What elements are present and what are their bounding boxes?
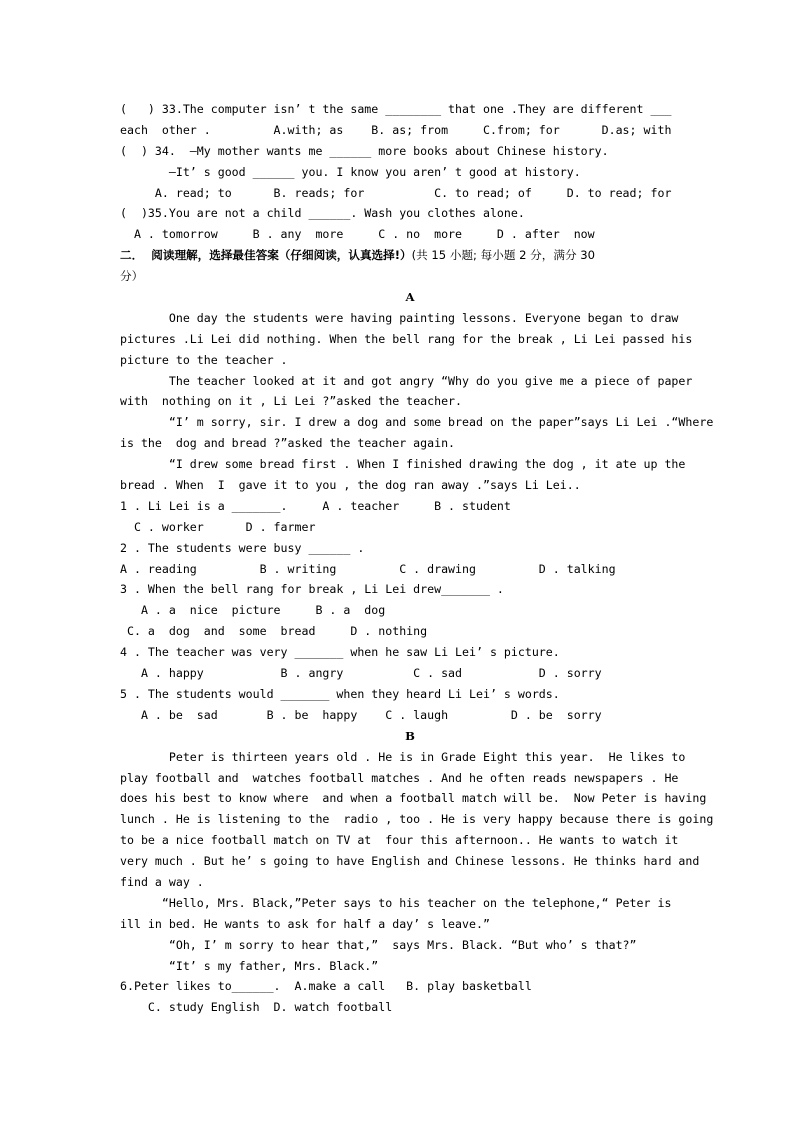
passage-b-label: B (405, 728, 415, 743)
question-4-stem: 4 . The teacher was very _______ when he saw Li Lei’ s picture. (120, 645, 560, 660)
question-34-options: A. read; to B. reads; for C. to read; of D. to read; for (120, 185, 672, 200)
question-2-stem: 2 . The students were busy ______ . (120, 540, 365, 555)
passage-a-label: A (405, 290, 415, 305)
passage-a-line: pictures .Li Lei did nothing. When the bell rang for the break , Li Lei passed his (120, 331, 693, 346)
passage-a-line: with nothing on it , Li Lei ?”asked the teacher. (120, 394, 463, 409)
passage-a-line: bread . When I gave it to you , the dog ran away .”says Li Lei.. (120, 478, 581, 493)
passage-a-line: picture to the teacher . (120, 352, 288, 367)
passage-a-line: One day the students were having painting lessons. Everyone began to draw (120, 310, 679, 325)
section-two-heading (120, 245, 700, 266)
question-2-options: A . reading B . writing C . drawing D . talking (120, 561, 616, 576)
passage-b-line: “It’ s my father, Mrs. Black.” (120, 958, 379, 973)
passage-b-line: does his best to know where and when a football match will be. Now Peter is having (120, 791, 707, 806)
question-35-line-1: ( )35.You are not a child ______. Wash you clothes alone. (120, 206, 525, 221)
passage-b-line: Peter is thirteen years old . He is in Grade Eight this year. He likes to (120, 749, 686, 764)
section-two-scoring: (共 15 小题; 每小题 2 分，满分 30 (411, 248, 595, 263)
question-3-stem: 3 . When the bell rang for break , Li Lei drew_______ . (120, 582, 504, 597)
passage-a-line: is the dog and bread ?”asked the teacher again. (120, 436, 456, 451)
passage-b-line: find a way . (120, 874, 204, 889)
question-3-options-2: C. a dog and some bread D . nothing (120, 624, 428, 639)
question-3-options-1: A . a nice picture B . a dog (120, 603, 386, 618)
passage-b-line: ill in bed. He wants to ask for half a day’ s leave.” (120, 916, 490, 931)
passage-b-line: play football and watches football matches . And he often reads newspapers . He (120, 770, 679, 785)
question-6-line-1: 6.Peter likes to______. A.make a call B. play basketball (120, 979, 532, 994)
passage-a-line: The teacher looked at it and got angry “Why do you give me a piece of paper (120, 373, 693, 388)
question-33-line-1: ( ) 33.The computer isn’ t the same ________ that one .They are different ___ (120, 102, 672, 116)
passage-a-line: “I’ m sorry, sir. I drew a dog and some bread on the paper”says Li Lei .“Where (120, 415, 714, 430)
passage-b-line: to be a nice football match on TV at four this afternoon.. He wants to watch it (120, 833, 679, 848)
passage-b-line: very much . But he’ s going to have English and Chinese lessons. He thinks hard and (120, 854, 700, 869)
passage-b-line: “Hello, Mrs. Black,”Peter says to his teacher on the telephone,“ Peter is (120, 895, 672, 910)
question-5-stem: 5 . The students would _______ when they heard Li Lei’ s words. (120, 686, 560, 701)
exam-page (120, 99, 714, 1018)
question-4-options: A . happy B . angry C . sad D . sorry (120, 666, 602, 681)
passage-b-line: “Oh, I’ m sorry to hear that,” says Mrs. Black. “But who’ s that?” (120, 937, 637, 952)
question-5-options: A . be sad B . be happy C . laugh D . be sorry (120, 707, 602, 722)
question-1-line-2: C . worker D . farmer (120, 519, 316, 534)
section-two-heading-cont: 分） (120, 269, 144, 284)
passage-a-line: “I drew some bread first . When I finished drawing the dog , it ate up the (120, 457, 686, 472)
question-6-line-2: C. study English D. watch football (120, 1000, 393, 1015)
question-33-line-2: each other . A.with; as B. as; from C.from; for D.as; with (120, 122, 672, 137)
passage-b-line: lunch . He is listening to the radio , too . He is very happy because there is going (120, 812, 714, 827)
question-34-line-1: ( ) 34. —My mother wants me ______ more books about Chinese history. (120, 143, 609, 158)
question-1-line-1: 1 . Li Lei is a _______. A . teacher B . student (120, 498, 511, 513)
question-34-line-2: —It’ s good ______ you. I know you aren’ t good at history. (120, 164, 581, 179)
section-two-title: 二． 阅读理解，选择最佳答案（仔细阅读，认真选择!） (120, 248, 412, 263)
question-35-options: A . tomorrow B . any more C . no more D . after now (120, 227, 595, 242)
